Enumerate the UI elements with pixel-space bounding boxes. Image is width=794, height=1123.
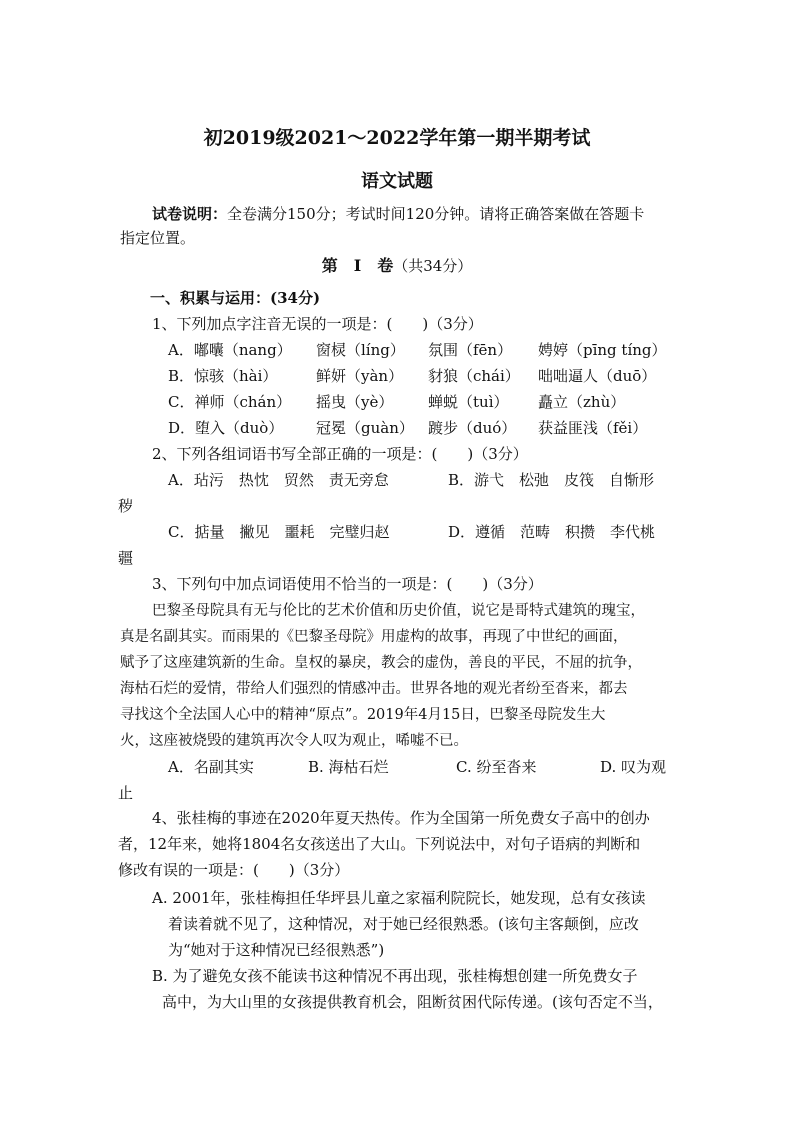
exam-subtitle: 语文试题	[361, 171, 433, 192]
q1-b-2: 鲜妍（yàn）	[316, 367, 404, 385]
q3-passage-line: 巴黎圣母院具有无与伦比的艺术价值和历史价值，说它是哥特式建筑的瑰宝，	[152, 603, 645, 619]
q1-a-2: 窗棂（líng）	[316, 341, 405, 359]
q1-d-1: D．堕入（duò）	[168, 419, 284, 437]
instructions-label: 试卷说明：	[152, 205, 228, 223]
question-4-stem: 4、张桂梅的事迹在2020年夏天热传。作为全国第一所免费女子高中的创办	[152, 809, 650, 827]
instructions-text: 全卷满分150分；考试时间120分钟。请将正确答案做在答题卡	[227, 205, 645, 223]
q2-option-d: D．遵循 范畴 积攒 李代桃	[448, 523, 656, 541]
q1-d-2: 冠冕（guàn）	[316, 419, 414, 437]
question-1-stem: 1、下列加点字注音无误的一项是：( )（3分）	[152, 315, 483, 333]
q3-option-b: B. 海枯石烂	[308, 758, 389, 776]
question-4-stem: 修改有误的一项是：( )（3分）	[118, 861, 350, 879]
instructions-line1	[152, 204, 644, 224]
q4-option-b: 高中，为大山里的女孩提供教育机会，阻断贫困代际传递。(该句否定不当，	[162, 993, 663, 1011]
q4-option-a: 为“她对于这种情况已经很熟悉”)	[168, 941, 385, 959]
q3-passage-line: 火，这座被烧毁的建筑再次令人叹为观止，唏嘘不已。	[120, 733, 468, 749]
q4-option-a: A. 2001年，张桂梅担任华坪县儿童之家福利院院长，她发现，总有女孩读	[152, 889, 646, 907]
q1-a-4: 娉婷（pīng tíng）	[538, 341, 667, 359]
q2-option-c: C．掂量 撇见 噩耗 完璧归赵	[168, 523, 390, 541]
q1-a-1: A．嘟囔（nang）	[168, 341, 292, 359]
q3-passage-line: 真是名副其实。而雨果的《巴黎圣母院》用虚构的故事，再现了中世纪的画面，	[120, 629, 628, 645]
volume-suffix: （共34分）	[393, 257, 473, 275]
q2-option-d-wrap: 疆	[118, 549, 134, 567]
instructions-line2: 指定位置。	[120, 229, 196, 247]
section-heading: 一、积累与运用：(34分)	[150, 289, 321, 307]
exam-title: 初2019级2021～2022学年第一期半期考试	[203, 127, 591, 149]
q1-c-4: 矗立（zhù）	[538, 393, 626, 411]
q1-a-3: 氛围（fēn）	[428, 341, 513, 359]
question-4-stem: 者，12年来，她将1804名女孩送出了大山。下列说法中，对句子语病的判断和	[118, 835, 641, 853]
q3-option-d: D. 叹为观	[600, 758, 667, 776]
q1-b-3: 豺狼（chái）	[428, 367, 520, 385]
q2-option-a: A．玷污 热忱 贸然 责无旁怠	[168, 471, 389, 489]
q1-d-4: 获益匪浅（fěi）	[538, 419, 648, 437]
q1-c-3: 蝉蜕（tuì）	[428, 393, 509, 411]
q3-option-c: C. 纷至沓来	[456, 758, 537, 776]
q2-option-b-wrap: 秽	[118, 497, 134, 515]
question-2-stem: 2、下列各组词语书写全部正确的一项是：( )（3分）	[152, 445, 528, 463]
question-3-stem: 3、下列句中加点词语使用不恰当的一项是：( )（3分）	[152, 575, 543, 593]
q1-d-3: 踱步（duó）	[428, 419, 517, 437]
q3-passage-line: 赋予了这座建筑新的生命。皇权的暴戾，教会的虚伪，善良的平民，不屈的抗争，	[120, 655, 642, 671]
q1-c-2: 摇曳（yè）	[316, 393, 394, 411]
q3-passage-line: 寻找这个全法国人心中的精神“原点”。2019年4月15日，巴黎圣母院发生大	[120, 707, 606, 723]
volume-heading	[0, 256, 794, 276]
q1-c-1: C．禅师（chán）	[168, 393, 292, 411]
q1-b-4: 咄咄逼人（duō）	[538, 367, 657, 385]
volume-prefix: 第 Ⅰ 卷	[321, 256, 394, 275]
q3-passage-line: 海枯石烂的爱情，带给人们强烈的情感冲击。世界各地的观光者纷至沓来，都去	[120, 681, 628, 697]
q4-option-b: B. 为了避免女孩不能读书这种情况不再出现，张桂梅想创建一所免费女子	[152, 967, 638, 985]
q3-option-d-wrap: 止	[118, 784, 134, 802]
q1-b-1: B．惊骇（hài）	[168, 367, 278, 385]
q3-option-a: A．名副其实	[168, 758, 254, 776]
q2-option-b: B．游弋 松弛 皮筏 自惭形	[448, 471, 655, 489]
q4-option-a: 着读着就不见了，这种情况，对于她已经很熟悉。(该句主客颠倒，应改	[168, 915, 639, 933]
